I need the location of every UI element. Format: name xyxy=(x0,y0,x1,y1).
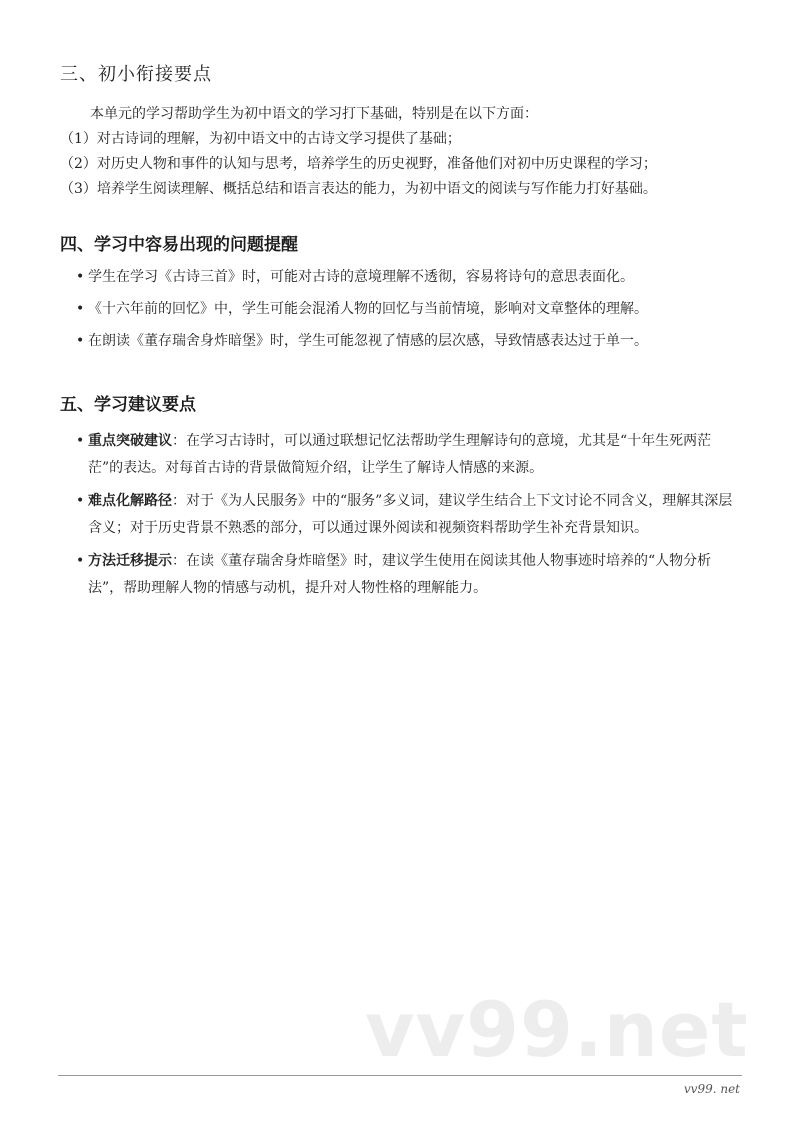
list-item-label: 难点化解路径 xyxy=(88,493,172,509)
section4-title: 四、学习中容易出现的问题提醒 xyxy=(60,235,298,255)
list-item-text: 在朗读《董存瑞舍身炸暗堡》时，学生可能忽视了情感的层次感，导致情感表达过于单一。 xyxy=(88,333,648,349)
footer-divider xyxy=(58,1075,742,1076)
bullet-icon: • xyxy=(76,553,85,569)
section4-list xyxy=(76,266,746,362)
bullet-icon: • xyxy=(76,433,85,449)
section3-body xyxy=(60,102,750,202)
watermark: vv99.net xyxy=(365,985,749,1074)
section3-item-3: （3）培养学生阅读理解、概括总结和语言表达的能力，为初中语文的阅读与写作能力打好基础。 xyxy=(60,181,657,197)
section5-list xyxy=(76,428,746,608)
list-item-text: 学生在学习《古诗三首》时，可能对古诗的意境理解不透彻，容易将诗句的意思表面化。 xyxy=(88,269,634,285)
list-item-text: ：对于《为人民服务》中的“服务”多义词，建议学生结合上下文讨论不同含义，理解其深层含义；对于历史背景不熟悉的部分，可以通过课外阅读和视频资料帮助学生补充背景知识。 xyxy=(88,493,733,536)
section3-title: 三、初小衔接要点 xyxy=(60,64,212,85)
bullet-icon: • xyxy=(76,493,85,509)
footer-site-label: vv99. net xyxy=(683,1082,740,1096)
section3-item-1: （1）对古诗词的理解，为初中语文中的古诗文学习提供了基础； xyxy=(60,131,461,147)
list-item-label: 方法迁移提示 xyxy=(88,553,172,569)
list-item xyxy=(76,428,746,482)
list-item xyxy=(76,266,746,288)
list-item-text: ：在读《董存瑞舍身炸暗堡》时，建议学生使用在阅读其他人物事迹时培养的“人物分析法”，帮助理解人物的情感与动机，提升对人物性格的理解能力。 xyxy=(88,553,712,596)
section3-item-2: （2）对历史人物和事件的认知与思考，培养学生的历史视野，准备他们对初中历史课程的学习； xyxy=(60,156,657,172)
list-item-text: 《十六年前的回忆》中，学生可能会混淆人物的回忆与当前情境，影响对文章整体的理解。 xyxy=(88,301,648,317)
bullet-icon: • xyxy=(76,333,85,349)
list-item xyxy=(76,548,746,602)
section5-title: 五、学习建议要点 xyxy=(60,395,196,415)
bullet-icon: • xyxy=(76,269,85,285)
list-item xyxy=(76,488,746,542)
list-item xyxy=(76,298,746,320)
section3-intro: 本单元的学习帮助学生为初中语文的学习打下基础，特别是在以下方面： xyxy=(90,106,538,122)
list-item-label: 重点突破建议 xyxy=(88,433,172,449)
bullet-icon: • xyxy=(76,301,85,317)
list-item-text: ：在学习古诗时，可以通过联想记忆法帮助学生理解诗句的意境，尤其是“十年生死两茫茫”的表达。对每首古诗的背景做简短介绍，让学生了解诗人情感的来源。 xyxy=(88,433,712,476)
list-item xyxy=(76,330,746,352)
